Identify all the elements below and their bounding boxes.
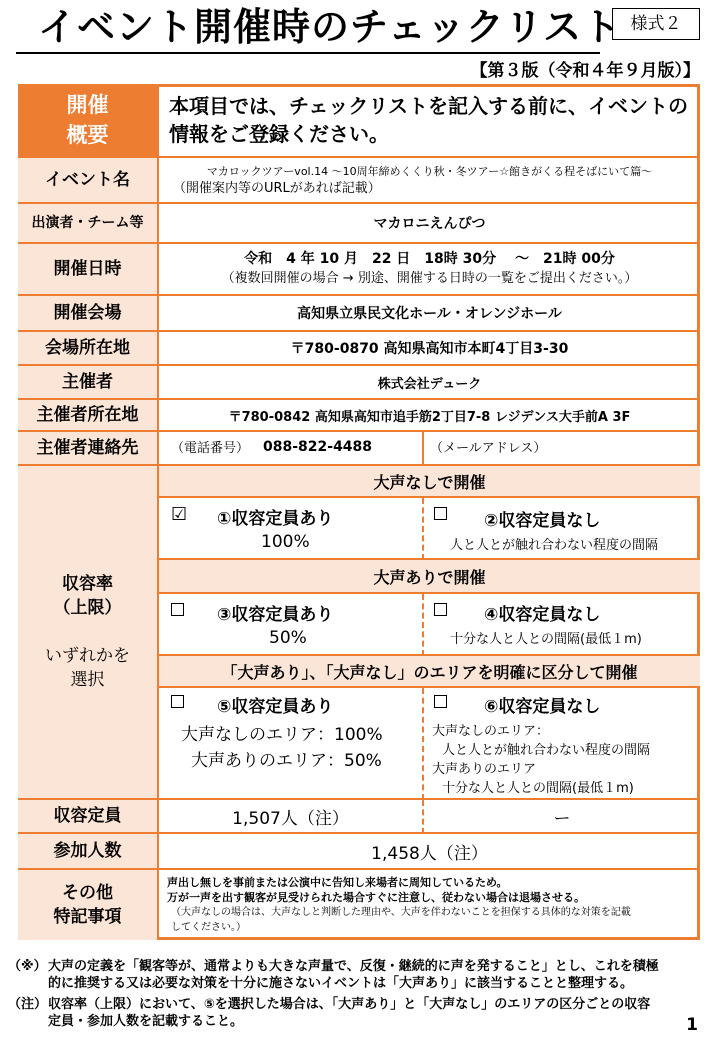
mail-label: （メールアドレス） [430, 441, 547, 456]
capacity-value: 1,507人（注） [232, 808, 349, 829]
option-4-sub: 十分な人と人との間隔(最低１m) [450, 632, 642, 647]
organizer-field[interactable]: 株式会社デューク [157, 366, 700, 400]
participants-field[interactable]: 1,458人（注） [157, 834, 700, 870]
remarks-line4: してください。） [171, 922, 246, 933]
remarks-label-line1: その他 [62, 883, 113, 903]
datetime-value: 令和 4 年 10 月 22 日 18時 30分 ～ 21時 00分 [244, 251, 615, 267]
option-3-label: ③収容定員あり [217, 605, 334, 625]
option-6-label: ⑥収容定員なし [484, 697, 601, 717]
option-2-checkbox[interactable] [434, 506, 449, 526]
section-no-loud: 大声なしで開催 [157, 466, 700, 498]
overview-text-line2: 情報をご登録ください。 [169, 122, 389, 146]
form-number-box: 様式２ [612, 8, 700, 40]
footnote-1-mark: （※） [8, 959, 47, 974]
option-3-value: 50% [269, 628, 307, 648]
capacity-rate-title: 収容率 [62, 574, 113, 594]
option-6-line4: 十分な人と人との間隔(最低１m) [442, 781, 634, 796]
organizer-address-field[interactable]: 〒780-0842 高知県高知市追手筋2丁目7-8 レジデンス大手前A 3F [157, 400, 700, 432]
event-name-value: マカロックツアーvol.14 ～10周年締めくくり秋・冬ツアー☆館きがくる程そばにいて篇～ [206, 165, 653, 178]
footnote-loud-definition [8, 958, 712, 992]
section-loud: 大声ありで開催 [157, 560, 700, 594]
participants-label: 参加人数 [18, 834, 157, 870]
footnote-2-mark: （注） [8, 997, 48, 1012]
organizer-address-label: 主催者所在地 [18, 400, 157, 432]
option-4-cell[interactable] [422, 594, 700, 656]
venue-address-field[interactable]: 〒780-0870 高知県高知市本町4丁目3-30 [157, 332, 700, 366]
phone-label: （電話番号） [171, 441, 250, 456]
contact-mail-field[interactable] [422, 432, 700, 466]
footnote-1-line2: 的に推奨する又は必要な対策を十分に施さないイベントは「大声あり」に該当することと整理する。 [48, 976, 634, 991]
remarks-line1: 声出し無しを事前または公演中に告知し来場者に周知しているため。 [167, 876, 508, 889]
contact-phone-field[interactable] [157, 432, 422, 466]
edition-label: 【第３版（令和４年９月版）】 [470, 61, 700, 81]
event-name-note: （開催案内等のURLがあれば記載） [173, 181, 381, 196]
performer-label: 出演者・チーム等 [18, 204, 157, 244]
option-5-value-no-loud: 大声なしのエリア：100% [181, 725, 383, 745]
option-5-cell[interactable] [157, 688, 422, 800]
option-6-line2: 人と人とが触れ合わない程度の間隔 [442, 743, 651, 758]
contact-label: 主催者連絡先 [18, 432, 157, 466]
phone-value: 088-822-4488 [263, 439, 373, 455]
option-3-cell[interactable] [157, 594, 422, 656]
capacity-dash: ー [553, 808, 571, 829]
page-title: イベント開催時のチェックリスト [38, 5, 622, 49]
option-1-checkbox-checked[interactable]: ☑ [171, 504, 188, 525]
option-6-cell[interactable] [422, 688, 700, 800]
footnote-2-line2: 定員・参加人数を記載すること。 [48, 1014, 244, 1029]
event-name-label: イベント名 [18, 158, 157, 204]
venue-address-label: 会場所在地 [18, 332, 157, 366]
capacity-rate-hint-line1: いずれかを [45, 646, 130, 666]
option-2-label: ②収容定員なし [484, 511, 601, 531]
option-4-label: ④収容定員なし [484, 605, 601, 625]
footnote-1-line1: 大声の定義を「観客等が、通常よりも大きな声量で、反復・継続的に声を発すること」とし、これを積極 [48, 959, 659, 974]
remarks-line2: 万が一声を出す観客が見受けられた場合すぐに注意し、従わない場合は退場させる。 [167, 891, 585, 904]
overview-label [18, 84, 157, 158]
capacity-rate-label [18, 466, 157, 800]
option-6-line1: 大声なしのエリア： [432, 724, 550, 739]
remarks-field[interactable] [157, 870, 700, 940]
footnote-2-line1: 収容率（上限）において、⑤を選択した場合は、「大声あり」と「大声なし」のエリアの区分ごとの収容 [48, 997, 651, 1012]
option-6-checkbox[interactable] [434, 694, 449, 714]
performer-field[interactable]: マカロニえんぴつ [157, 204, 700, 244]
option-2-cell[interactable] [422, 498, 700, 560]
capacity-dash-field[interactable] [422, 800, 700, 834]
page-number: 1 [686, 1015, 698, 1035]
option-1-value: 100% [261, 532, 310, 552]
footnote-capacity-note [8, 996, 712, 1030]
venue-field[interactable]: 高知県立県民文化ホール・オレンジホール [157, 296, 700, 332]
overview-text-line1: 本項目では、チェックリストを記入する前に、イベントの [169, 94, 688, 118]
option-3-checkbox[interactable] [171, 602, 186, 622]
overview-label-line1: 開催 [66, 93, 109, 117]
capacity-field[interactable] [157, 800, 422, 834]
remarks-label-line2: 特記事項 [53, 907, 122, 927]
datetime-field[interactable] [157, 244, 700, 296]
option-1-cell[interactable] [157, 498, 422, 560]
option-5-checkbox[interactable] [171, 694, 186, 714]
venue-label: 開催会場 [18, 296, 157, 332]
option-2-sub: 人と人とが触れ合わない程度の間隔 [450, 538, 659, 553]
remarks-line3: （大声なしの場合は、大声なしと判断した理由や、大声を伴わないことを担保する具体的な対策を記載 [171, 907, 631, 918]
option-5-label: ⑤収容定員あり [217, 697, 334, 717]
overview-text [157, 84, 700, 158]
option-5-value-loud: 大声ありのエリア：50% [191, 751, 382, 771]
capacity-label: 収容定員 [18, 800, 157, 834]
section-separated: 「大声あり」、「大声なし」のエリアを明確に区分して開催 [157, 656, 700, 688]
organizer-label: 主催者 [18, 366, 157, 400]
option-1-label: ①収容定員あり [217, 509, 334, 529]
title-underline [16, 52, 600, 54]
event-name-field[interactable] [157, 158, 700, 204]
option-6-line3: 大声ありのエリア [432, 762, 537, 777]
overview-label-line2: 概要 [66, 123, 109, 147]
capacity-rate-hint-line2: 選択 [70, 670, 105, 690]
remarks-label [18, 870, 157, 940]
datetime-label: 開催日時 [18, 244, 157, 296]
capacity-rate-subtitle: （上限） [53, 598, 122, 618]
datetime-note: （複数回開催の場合 → 別途、開催する日時の一覧をご提出ください。） [221, 271, 638, 286]
option-4-checkbox[interactable] [434, 602, 449, 622]
